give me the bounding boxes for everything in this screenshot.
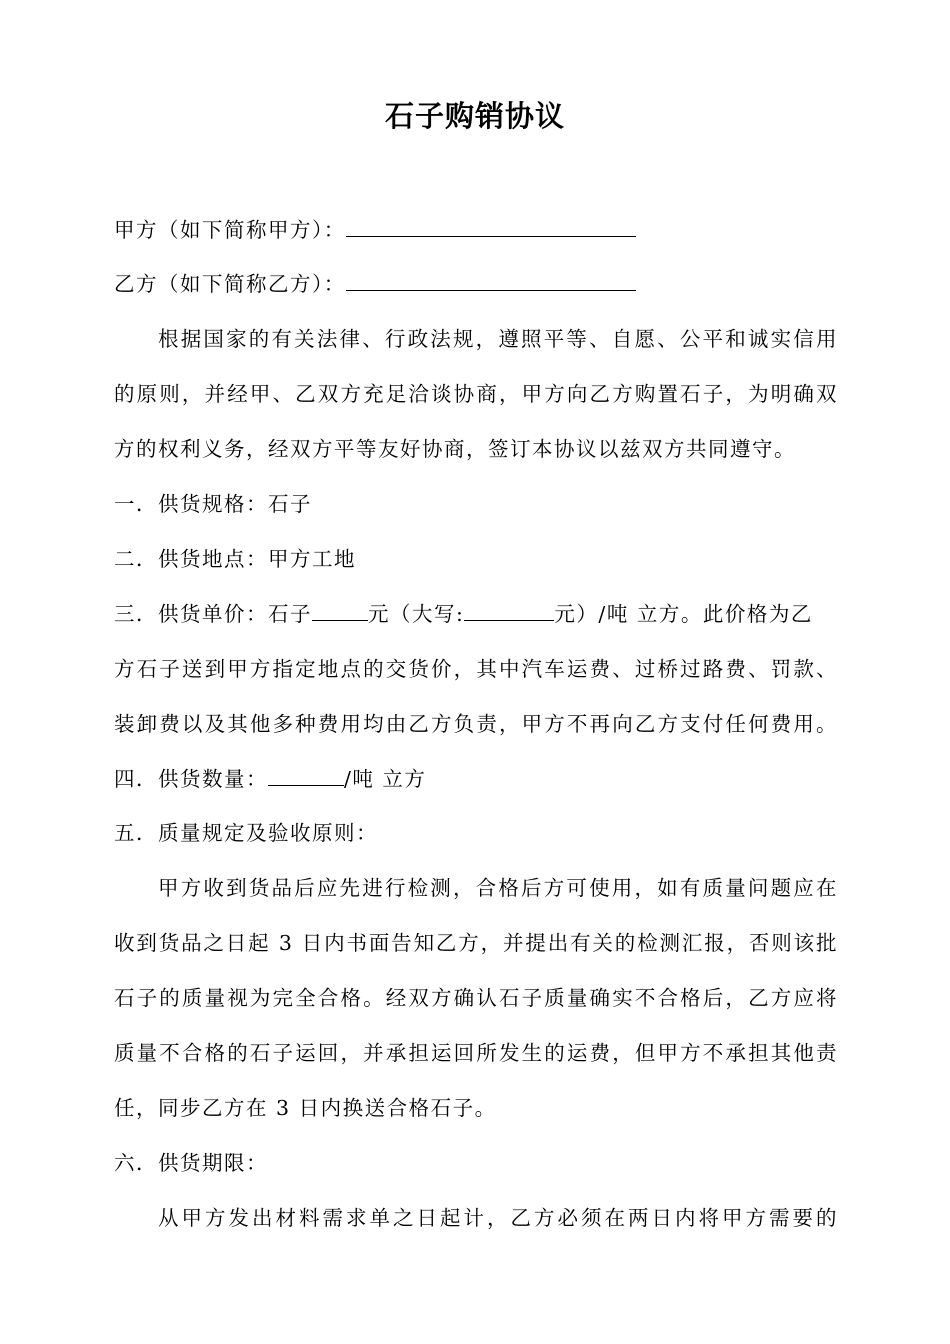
clause-4-text: /吨 立方 [344, 767, 427, 791]
party-a-blank[interactable] [346, 214, 636, 237]
clause-3-text: 三．供货单价：石子 [114, 602, 312, 626]
clause-3-text: 元（大写: [368, 602, 465, 626]
party-a-label: 甲方（如下简称甲方）： [114, 218, 346, 242]
clause-5-line: 甲方收到货品后应先进行检测，合格后方可使用，如有质量问题应在 [158, 876, 838, 900]
clause-5-line: 收到货品之日起 3 日内书面告知乙方，并提出有关的检测汇报，否则该批 [114, 931, 838, 955]
preamble-line: 的原则，并经甲、乙双方充足洽谈协商，甲方向乙方购置石子，为明确双 [114, 382, 838, 406]
preamble-line: 根据国家的有关法律、行政法规，遵照平等、自愿、公平和诚实信用 [158, 327, 838, 351]
quantity-blank[interactable] [268, 763, 344, 786]
unit-price-blank[interactable] [312, 598, 368, 621]
party-b-blank[interactable] [346, 268, 636, 291]
document-title: 石子购销协议 [384, 99, 565, 133]
party-b-label: 乙方（如下简称乙方）： [114, 272, 346, 296]
clause-5-heading: 五．质量规定及验收原则： [114, 821, 378, 845]
clause-3-line: 装卸费以及其他多种费用均由乙方负责，甲方不再向乙方支付任何费用。 [114, 712, 838, 736]
clause-4-line [114, 752, 838, 806]
clause-5-line: 石子的质量视为完全合格。经双方确认石子质量确实不合格后，乙方应将 [114, 986, 838, 1010]
preamble-line: 方的权利义务，经双方平等友好协商，签订本协议以兹双方共同遵守。 [114, 437, 796, 461]
clause-4-text: 四．供货数量： [114, 767, 268, 791]
clause-6-heading: 六．供货期限： [114, 1151, 268, 1175]
party-a-line [114, 203, 838, 257]
party-b-line [114, 257, 838, 311]
clause-3-line: 方石子送到甲方指定地点的交货价，其中汽车运费、过桥过路费、罚款、 [114, 657, 838, 681]
unit-price-capital-blank[interactable] [464, 598, 554, 621]
clause-5-line: 任，同步乙方在 3 日内换送合格石子。 [114, 1096, 497, 1120]
clause-2: 二．供货地点：甲方工地 [114, 547, 356, 571]
clause-5-line: 质量不合格的石子运回，并承担运回所发生的运费，但甲方不承担其他责 [114, 1041, 838, 1065]
clause-6-line: 从甲方发出材料需求单之日起计，乙方必须在两日内将甲方需要的 [158, 1206, 838, 1230]
clause-3-text: 元）/吨 立方。此价格为乙 [554, 602, 813, 626]
clause-3-line [114, 587, 838, 641]
clause-1: 一．供货规格：石子 [114, 492, 312, 516]
